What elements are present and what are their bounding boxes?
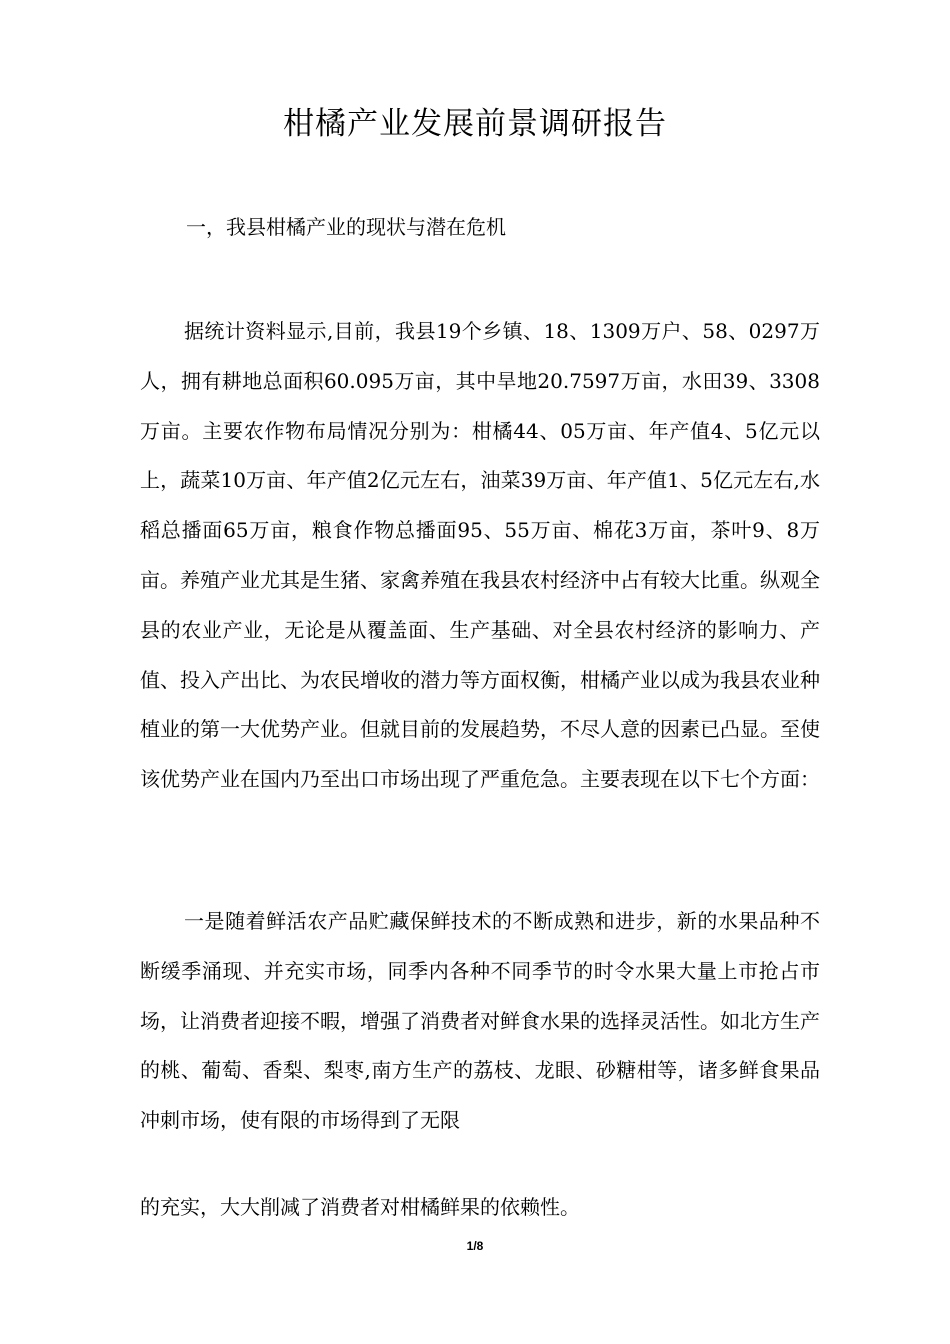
paragraph-point-one: 一是随着鲜活农产品贮藏保鲜技术的不断成熟和进步，新的水果品种不断缓季涌现、并充实市场，同季内各种不同季节的时令水果大量上市抢占市场，让消费者迎接不暇，增强了消费者对鲜食水果的选择灵活性。如北方生产的桃、葡萄、香梨、梨枣,南方生产的荔枝、龙眼、砂糖柑等，诸多鲜食果品冲刺市场，使有限的市场得到了无限 [140, 909, 820, 1133]
document-title: 柑橘产业发展前景调研报告 [283, 106, 667, 142]
page-number: 1/8 [466, 1239, 484, 1253]
paragraph-status: 据统计资料显示,目前，我县19个乡镇、18、1309万户、58、0297万人，拥有耕地总面积60.095万亩，其中旱地20.7597万亩，水田39、3308万亩。主要农作物布局情况分别为：柑橘44、05万亩、年产值4、5亿元以上，蔬菜10万亩、年产值2亿元左右，油菜39万亩、年产值1、5亿元左右,水稻总播面65万亩，粮食作物总播面95、55万亩、棉花3万亩，茶叶9、8万亩。养殖产业尤其是生猪、家禽养殖在我县农村经济中占有较大比重。纵观全县的农业产业，无论是从覆盖面、生产基础、对全县农村经济的影响力、产值、投入产出比、为农民增收的潜力等方面权衡，柑橘产业以成为我县农业种植业的第一大优势产业。但就目前的发展趋势，不尽人意的因素已凸显。至使该优势产业在国内乃至出口市场出现了严重危急。主要表现在以下七个方面： [140, 319, 820, 792]
section-heading: 一，我县柑橘产业的现状与潜在危机 [186, 215, 506, 239]
paragraph-point-one-tail: 的充实，大大削减了消费者对柑橘鲜果的依赖性。 [140, 1195, 580, 1219]
